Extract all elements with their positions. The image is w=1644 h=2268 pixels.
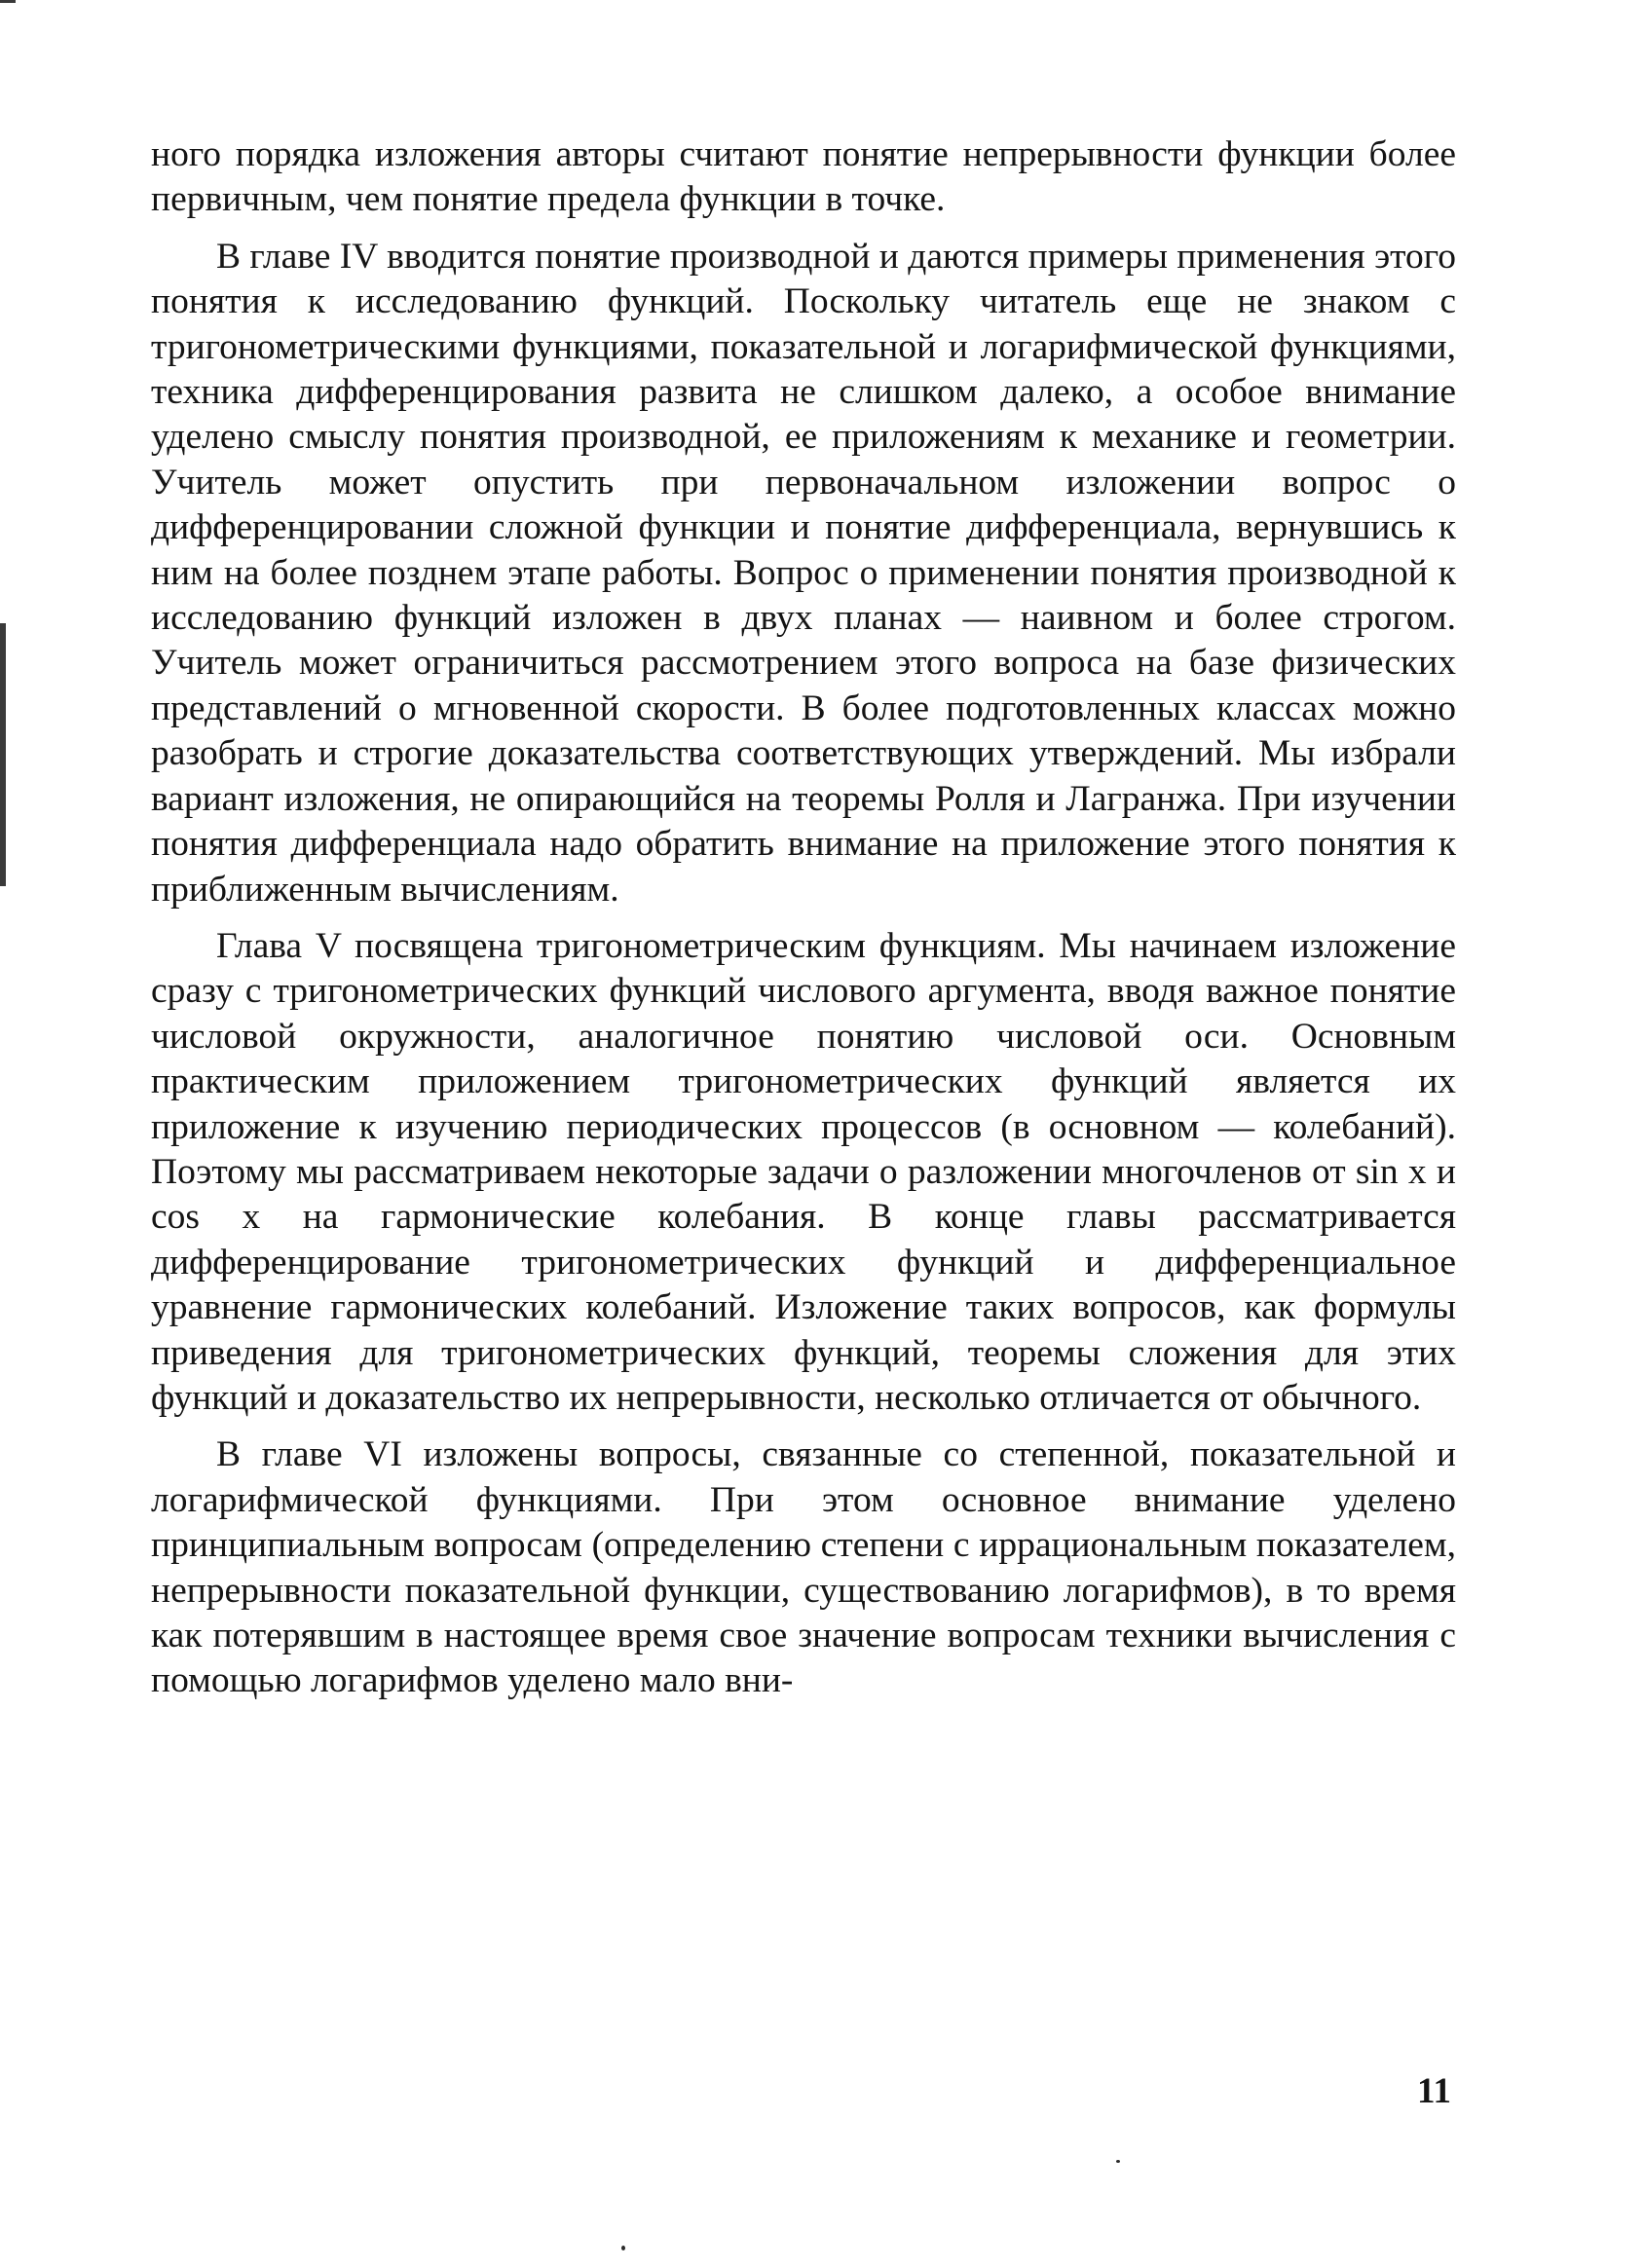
- page-number: 11: [1417, 2071, 1451, 2111]
- scan-speck: [621, 2246, 625, 2250]
- scan-corner-mark: [0, 0, 16, 3]
- paragraph-continuation: ного порядка изложения авторы считают понятие непрерывности функции более первичным, чем понятие предела функции в точке.: [151, 134, 1456, 220]
- paragraph-chapter-vi: В главе VI изложены вопросы, связанные со степенной, показательной и логарифмической функциями. При этом основное внимание уделено принципиальным вопросам (определению степени с иррациональным показателем, непрерывности показательной функции, существованию логарифмов), в то время как потерявшим в настоящее время свое значение вопросам техники вычисления с помощью логарифмов уделено мало вни-: [151, 1434, 1456, 1701]
- paragraph-chapter-iv: В главе IV вводится понятие производной и даются примеры применения этого понятия к исследованию функций. Поскольку читатель еще не знаком с тригонометрическими функциями, показательной и логарифмической функциями, техника дифференцирования развита не слишком далеко, а особое внимание уделено смыслу понятия производной, ее приложениям к механике и геометрии. Учитель может опустить при первоначальном изложении вопрос о дифференцировании сложной функции и понятие дифференциала, вернувшись к ним на более позднем этапе работы. Вопрос о применении понятия производной к исследованию функций изложен в двух планах — наивном и более строгом. Учитель может ограничиться рассмотрением этого вопроса на базе физических представлений о мгновенной скорости. В более подготовленных классах можно разобрать и строгие доказательства соответствующих утверждений. Мы избрали вариант изложения, не опирающийся на теоремы Ролля и Лагранжа. При изучении понятия дифференциала надо обратить внимание на приложение этого понятия к приближенным вычислениям.: [151, 236, 1456, 910]
- scan-speck: [1116, 2160, 1120, 2163]
- body-text: [151, 132, 1456, 1716]
- paragraph-chapter-v: Глава V посвящена тригонометрическим функциям. Мы начинаем изложение сразу с тригонометрических функций числового аргумента, вводя важное понятие числовой окружности, аналогичное понятию числовой оси. Основным практическим приложением тригонометрических функций является их приложение к изучению периодических процессов (в основном — колебаний). Поэтому мы рассматриваем некоторые задачи о разложении многочленов от sin x и cos x на гармонические колебания. В конце главы рассматривается дифференцирование тригонометрических функций и дифференциальное уравнение гармонических колебаний. Изложение таких вопросов, как формулы приведения для тригонометрических функций, теоремы сложения для этих функций и доказательство их непрерывности, несколько отличается от обычного.: [151, 925, 1456, 1418]
- scan-edge-mark: [0, 623, 6, 886]
